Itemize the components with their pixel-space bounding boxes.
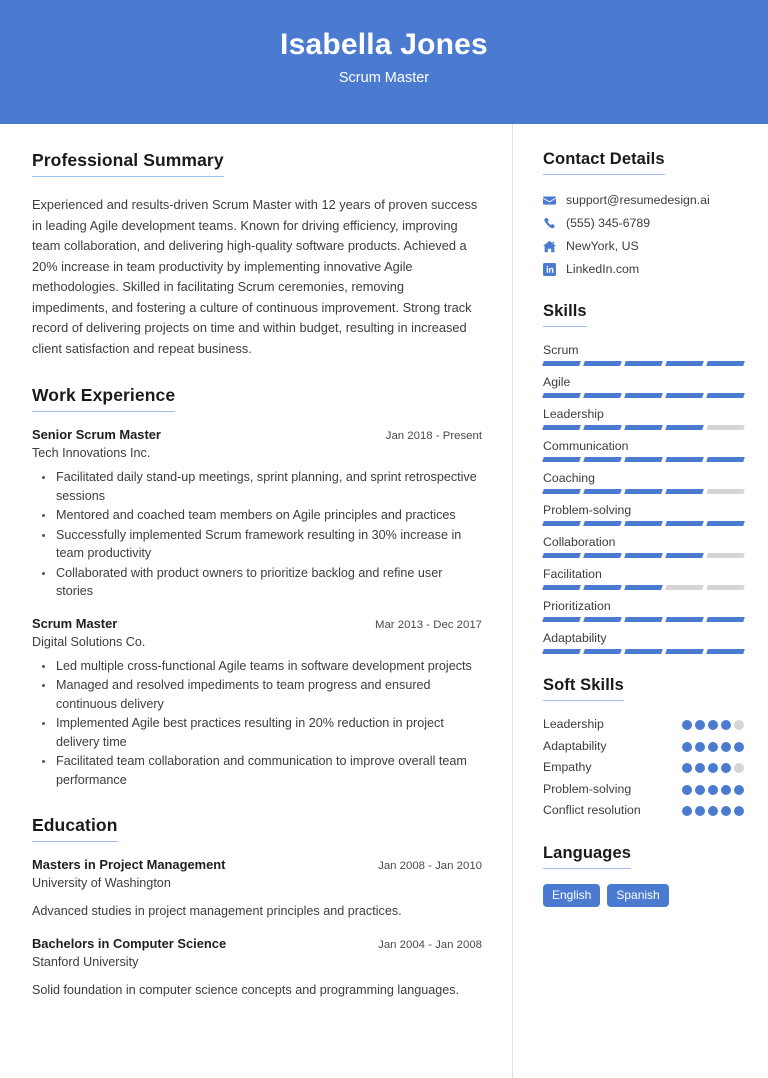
skill-bar-segment xyxy=(542,553,581,558)
skill-level-bar xyxy=(543,393,744,398)
skill-level-bar xyxy=(543,553,744,558)
soft-skill-label: Problem-solving xyxy=(543,781,632,796)
page-title: Isabella Jones xyxy=(280,28,488,61)
soft-skill-rating xyxy=(682,758,744,773)
section-skills xyxy=(543,302,744,654)
main-column xyxy=(0,124,512,1078)
skill-bar-segment xyxy=(624,425,663,430)
rating-dot xyxy=(682,742,692,752)
rating-dot xyxy=(708,742,718,752)
job-bullets xyxy=(32,657,482,790)
resume-header xyxy=(0,0,768,124)
rating-dot xyxy=(708,785,718,795)
list-item: Successfully implemented Scrum framework resulting in 30% increase in team productivity xyxy=(54,526,482,563)
skill-bar-segment xyxy=(583,521,622,526)
degree-date: Jan 2004 - Jan 2008 xyxy=(378,939,482,951)
skill-bar-segment xyxy=(665,649,704,654)
skill-bar-segment xyxy=(542,521,581,526)
skills-list xyxy=(543,341,744,654)
skill-item xyxy=(543,533,744,558)
skill-label: Scrum xyxy=(543,343,579,357)
skill-bar-segment xyxy=(624,521,663,526)
skill-bar-segment xyxy=(542,393,581,398)
list-item: Managed and resolved impediments to team progress and ensured continuous delivery xyxy=(54,676,482,713)
skill-label: Agile xyxy=(543,375,571,389)
soft-skill-rating xyxy=(682,801,744,816)
skill-bar-segment xyxy=(624,361,663,366)
job-title: Scrum Master xyxy=(32,615,118,631)
company-name: Digital Solutions Co. xyxy=(32,634,146,649)
skill-bar-segment xyxy=(706,393,745,398)
skill-bar-segment xyxy=(624,393,663,398)
skill-item xyxy=(543,437,744,462)
skill-item xyxy=(543,565,744,590)
skill-bar-segment xyxy=(665,489,704,494)
rating-dot xyxy=(734,742,744,752)
section-heading-contact: Contact Details xyxy=(543,150,665,175)
skill-bar-segment xyxy=(583,457,622,462)
education-entry-head xyxy=(32,857,482,872)
section-heading-skills: Skills xyxy=(543,302,587,327)
degree-title: Masters in Project Management xyxy=(32,857,226,872)
education-description: Solid foundation in computer science concepts and programming languages. xyxy=(32,983,460,997)
rating-dot xyxy=(708,720,718,730)
experience-entry-head xyxy=(32,616,482,631)
list-item: Collaborated with product owners to prioritize backlog and refine user stories xyxy=(54,564,482,601)
skill-bar-segment xyxy=(542,361,581,366)
rating-dot xyxy=(708,806,718,816)
contact-list xyxy=(543,192,744,278)
skill-item xyxy=(543,341,744,366)
rating-dot xyxy=(734,785,744,795)
skill-bar-segment xyxy=(706,457,745,462)
rating-dot xyxy=(721,806,731,816)
rating-dot xyxy=(695,742,705,752)
skill-level-bar xyxy=(543,521,744,526)
envelope-icon xyxy=(543,194,560,207)
contact-linkedin-text: LinkedIn.com xyxy=(566,262,640,276)
rating-dot xyxy=(721,720,731,730)
rating-dot xyxy=(721,785,731,795)
skill-item xyxy=(543,629,744,654)
soft-skill-row xyxy=(543,715,744,734)
rating-dot xyxy=(682,806,692,816)
degree-date: Jan 2008 - Jan 2010 xyxy=(378,860,482,872)
skill-bar-segment xyxy=(665,457,704,462)
skill-bar-segment xyxy=(706,489,745,494)
skill-bar-segment xyxy=(706,361,745,366)
skill-bar-segment xyxy=(624,457,663,462)
school-name: University of Washington xyxy=(32,876,171,890)
section-soft-skills xyxy=(543,676,744,820)
skill-item xyxy=(543,501,744,526)
skill-bar-segment xyxy=(624,489,663,494)
skill-label: Prioritization xyxy=(543,599,611,613)
list-item: Facilitated daily stand-up meetings, sprint planning, and sprint retrospective sessions xyxy=(54,468,482,505)
skill-bar-segment xyxy=(583,553,622,558)
rating-dot xyxy=(695,806,705,816)
soft-skill-row xyxy=(543,801,744,820)
skill-level-bar xyxy=(543,361,744,366)
contact-location-text: NewYork, US xyxy=(566,239,639,253)
skill-bar-segment xyxy=(624,617,663,622)
education-entry xyxy=(32,936,482,1000)
rating-dot xyxy=(708,763,718,773)
experience-entry-head xyxy=(32,427,482,442)
skill-bar-segment xyxy=(583,585,622,590)
skill-level-bar xyxy=(543,617,744,622)
skill-bar-segment xyxy=(665,617,704,622)
skill-label: Adaptability xyxy=(543,631,607,645)
soft-skill-row xyxy=(543,758,744,777)
skill-level-bar xyxy=(543,585,744,590)
skill-level-bar xyxy=(543,425,744,430)
skill-bar-segment xyxy=(706,521,745,526)
skill-bar-segment xyxy=(542,425,581,430)
linkedin-icon xyxy=(543,263,560,276)
list-item: Facilitated team collaboration and communication to improve overall team performance xyxy=(54,752,482,789)
soft-skill-rating xyxy=(682,715,744,730)
skill-level-bar xyxy=(543,649,744,654)
section-education xyxy=(32,815,482,1000)
language-chip: Spanish xyxy=(607,884,668,907)
section-heading-languages: Languages xyxy=(543,844,631,869)
skill-bar-segment xyxy=(665,521,704,526)
contact-item-linkedin[interactable] xyxy=(543,261,744,278)
skill-bar-segment xyxy=(624,585,663,590)
rating-dot xyxy=(695,785,705,795)
soft-skill-label: Conflict resolution xyxy=(543,803,641,817)
resume-body xyxy=(0,124,768,1078)
skill-bar-segment xyxy=(665,553,704,558)
skill-bar-segment xyxy=(665,361,704,366)
skill-label: Collaboration xyxy=(543,535,616,549)
skill-label: Problem-solving xyxy=(543,503,632,517)
skill-bar-segment xyxy=(542,617,581,622)
section-heading-soft-skills: Soft Skills xyxy=(543,676,624,701)
skill-bar-segment xyxy=(583,489,622,494)
soft-skill-rating xyxy=(682,780,744,795)
skill-item xyxy=(543,469,744,494)
experience-entry xyxy=(32,616,482,790)
soft-skill-row xyxy=(543,737,744,756)
contact-item-email[interactable] xyxy=(543,192,744,209)
rating-dot xyxy=(695,720,705,730)
section-work-experience xyxy=(32,385,482,789)
contact-item-location[interactable] xyxy=(543,238,744,255)
skill-bar-segment xyxy=(583,649,622,654)
list-item: Mentored and coached team members on Agile principles and practices xyxy=(54,506,482,525)
job-date: Jan 2018 - Present xyxy=(385,430,482,442)
rating-dot xyxy=(721,742,731,752)
school-name: Stanford University xyxy=(32,955,139,969)
sidebar-column xyxy=(512,124,768,1078)
section-languages xyxy=(543,844,744,907)
header-role: Scrum Master xyxy=(338,70,430,86)
skill-label: Communication xyxy=(543,439,629,453)
skill-bar-segment xyxy=(542,649,581,654)
rating-dot xyxy=(695,763,705,773)
contact-phone-text: (555) 345-6789 xyxy=(566,216,651,230)
skill-bar-segment xyxy=(624,649,663,654)
phone-icon xyxy=(543,217,560,230)
job-title: Senior Scrum Master xyxy=(32,427,161,442)
degree-title: Bachelors in Computer Science xyxy=(32,936,227,951)
skill-bar-segment xyxy=(583,361,622,366)
skill-item xyxy=(543,597,744,622)
skill-label: Facilitation xyxy=(543,567,602,581)
job-date: Mar 2013 - Dec 2017 xyxy=(374,618,482,631)
skill-bar-segment xyxy=(665,393,704,398)
list-item: Implemented Agile best practices resulting in 20% reduction in project delivery time xyxy=(54,714,482,751)
contact-item-phone[interactable] xyxy=(543,215,744,232)
education-entry-head xyxy=(32,936,482,951)
soft-skill-label: Adaptability xyxy=(543,738,607,753)
soft-skill-label: Empathy xyxy=(543,760,592,774)
soft-skill-rating xyxy=(682,737,744,752)
skill-bar-segment xyxy=(583,617,622,622)
skill-item xyxy=(543,405,744,430)
soft-skill-label: Leadership xyxy=(543,717,604,731)
rating-dot xyxy=(721,763,731,773)
skill-bar-segment xyxy=(706,425,745,430)
home-icon xyxy=(543,240,560,253)
skill-bar-segment xyxy=(706,553,745,558)
summary-text: Experienced and results-driven Scrum Master with 12 years of proven success in leading Agile development teams. Known for driving efficiency, improving team collaboration, and delivering high-quality software products. Achieved a 20% increase in team productivity by implementing innovative Agile methodologies. Skilled in facilitating Scrum ceremonies, removing impediments, and fostering a culture of continuous improvement. Strong track record of delivering projects on time and within budget, resulting in increased client satisfaction and repeat business. xyxy=(32,197,478,356)
skill-bar-segment xyxy=(583,425,622,430)
skill-bar-segment xyxy=(542,457,581,462)
rating-dot xyxy=(734,763,744,773)
skill-label: Coaching xyxy=(543,471,595,485)
section-professional-summary xyxy=(32,150,482,359)
skill-bar-segment xyxy=(542,585,581,590)
skill-item xyxy=(543,373,744,398)
contact-email-text: support@resumedesign.ai xyxy=(566,193,710,207)
education-entry xyxy=(32,857,482,921)
list-item: Led multiple cross-functional Agile teams in software development projects xyxy=(54,657,482,676)
job-bullets xyxy=(32,468,482,601)
section-heading-summary: Professional Summary xyxy=(32,150,224,177)
skill-bar-segment xyxy=(706,617,745,622)
section-heading-education: Education xyxy=(32,815,118,842)
experience-entry xyxy=(32,427,482,601)
rating-dot xyxy=(734,720,744,730)
languages-list xyxy=(543,884,744,907)
skill-bar-segment xyxy=(583,393,622,398)
skill-label: Leadership xyxy=(543,407,604,421)
rating-dot xyxy=(734,806,744,816)
soft-skills-list xyxy=(543,715,744,820)
skill-level-bar xyxy=(543,457,744,462)
soft-skill-row xyxy=(543,780,744,799)
skill-bar-segment xyxy=(706,585,745,590)
education-description: Advanced studies in project management principles and practices. xyxy=(32,904,402,918)
company-name: Tech Innovations Inc. xyxy=(32,446,151,460)
skill-bar-segment xyxy=(542,489,581,494)
rating-dot xyxy=(682,720,692,730)
section-contact-details xyxy=(543,150,744,278)
section-heading-experience: Work Experience xyxy=(32,385,175,412)
skill-level-bar xyxy=(543,489,744,494)
rating-dot xyxy=(682,785,692,795)
rating-dot xyxy=(682,763,692,773)
skill-bar-segment xyxy=(624,553,663,558)
skill-bar-segment xyxy=(665,585,704,590)
skill-bar-segment xyxy=(706,649,745,654)
skill-bar-segment xyxy=(665,425,704,430)
language-chip: English xyxy=(543,884,600,907)
